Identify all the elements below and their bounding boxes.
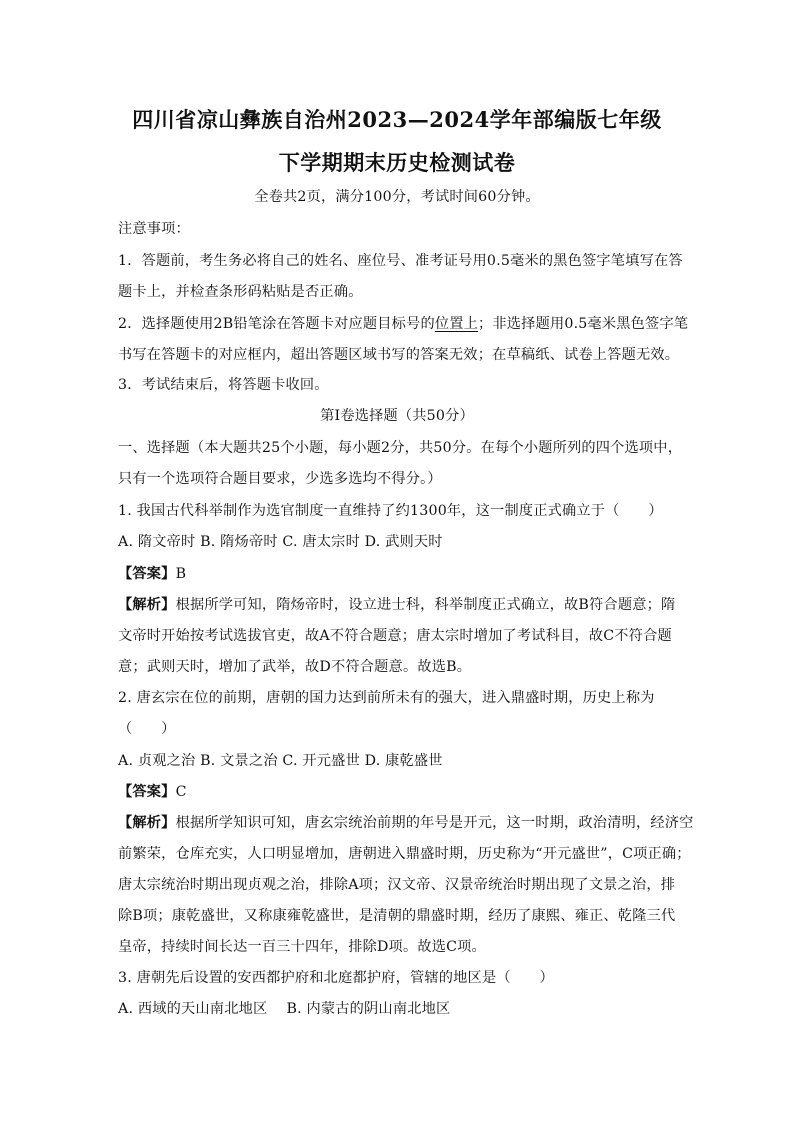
question-2-analysis-line-3: 唐太宗统治时期出现贞观之治，排除A项；汉文帝、汉景帝统治时期出现了文景之治，排 [118, 877, 676, 893]
notice-item-2-line-2: 书写在答题卡的对应框内，超出答题区域书写的答案无效；在草稿纸、试卷上答题无效。 [118, 347, 680, 363]
notice-heading: 注意事项： [118, 221, 190, 237]
analysis-label: 【解析】 [118, 815, 176, 831]
question-2-options: A. 贞观之治 B. 文景之治 C. 开元盛世 D. 康乾盛世 [118, 753, 443, 769]
question-2-analysis-line-2: 前繁荣，仓库充实，人口明显增加，唐朝进入鼎盛时期，历史称为“开元盛世”，C项正确； [118, 846, 691, 862]
question-1-analysis-line-2: 文帝时开始按考试选拔官吏，故A不符合题意；唐太宗时增加了考试科目，故C不符合题 [118, 628, 672, 644]
answer-label: 【答案】 [118, 784, 176, 800]
question-2-answer [118, 781, 187, 801]
question-1-answer [118, 563, 186, 583]
answer-value: B [175, 566, 187, 582]
section-title: 第I卷选择题（共50分） [320, 408, 474, 424]
notice-item-3: 3．考试结束后，将答题卡收回。 [118, 377, 329, 393]
question-2-analysis-line-1 [118, 812, 694, 832]
question-2-analysis-line-4: 除B项；康乾盛世，又称康雍乾盛世，是清朝的鼎盛时期，经历了康熙、雍正、乾隆三代 [118, 908, 676, 924]
question-2-stem-line-1: 2. 唐玄宗在位的前期，唐朝的国力达到前所未有的强大，进入鼎盛时期，历史上称为 [118, 690, 655, 706]
notice-item-2-text: 2．选择题使用2B铅笔涂在答题卡对应题目标号的 [118, 316, 435, 332]
question-2-stem-line-2: （ ） [118, 721, 176, 737]
analysis-text: 根据所学可知，隋炀帝时，设立进士科，科举制度正式确立，故B符合题意；隋 [175, 597, 676, 613]
question-3-stem: 3. 唐朝先后设置的安西都护府和北庭都护府，管辖的地区是（ ） [118, 970, 554, 986]
notice-item-1-line-1: 1．答题前，考生务必将自己的姓名、座位号、准考证号用0.5毫米的黑色签字笔填写在答 [118, 253, 683, 269]
part1-instructions-line-1: 一、选择题（本大题共25个小题，每小题2分，共50分。在每个小题所列的四个选项中， [118, 440, 683, 456]
notice-item-2-underlined: 位置上 [434, 316, 479, 332]
question-1-options: A. 隋文帝时 B. 隋炀帝时 C. 唐太宗时 D. 武则天时 [118, 534, 443, 550]
notice-item-1-line-2: 题卡上，并检查条形码粘贴是否正确。 [118, 284, 363, 300]
question-1-analysis-line-3: 意；武则天时，增加了武举，故D不符合题意。故选B。 [118, 659, 472, 675]
part1-instructions-line-2: 只有一个选项符合题目要求，少选多选均不得分。） [118, 471, 442, 487]
question-1-analysis-line-1 [118, 594, 675, 614]
question-1-stem: 1. 我国古代科举制作为选官制度一直维持了约1300年，这一制度正式确立于（ ） [118, 503, 663, 519]
exam-info: 全卷共2页，满分100分，考试时间60分钟。 [254, 189, 540, 205]
notice-item-2-line-1 [118, 313, 688, 333]
question-3-options: A. 西域的天山南北地区 B. 内蒙古的阴山南北地区 [118, 1001, 451, 1017]
analysis-label: 【解析】 [118, 597, 176, 613]
exam-title-line-2: 下学期期末历史检测试卷 [278, 150, 516, 175]
analysis-text: 根据所学知识可知，唐玄宗统治前期的年号是开元，这一时期，政治清明，经济空 [175, 815, 694, 831]
answer-value: C [175, 784, 187, 800]
exam-title-line-1: 四川省凉山彝族自治州2023—2024学年部编版七年级 [132, 107, 662, 132]
question-2-analysis-line-5: 皇帝，持续时间长达一百三十四年，排除D项。故选C项。 [118, 939, 486, 955]
notice-item-2-text-cont: ；非选择题用0.5毫米黑色签字笔 [478, 316, 689, 332]
answer-label: 【答案】 [118, 566, 176, 582]
